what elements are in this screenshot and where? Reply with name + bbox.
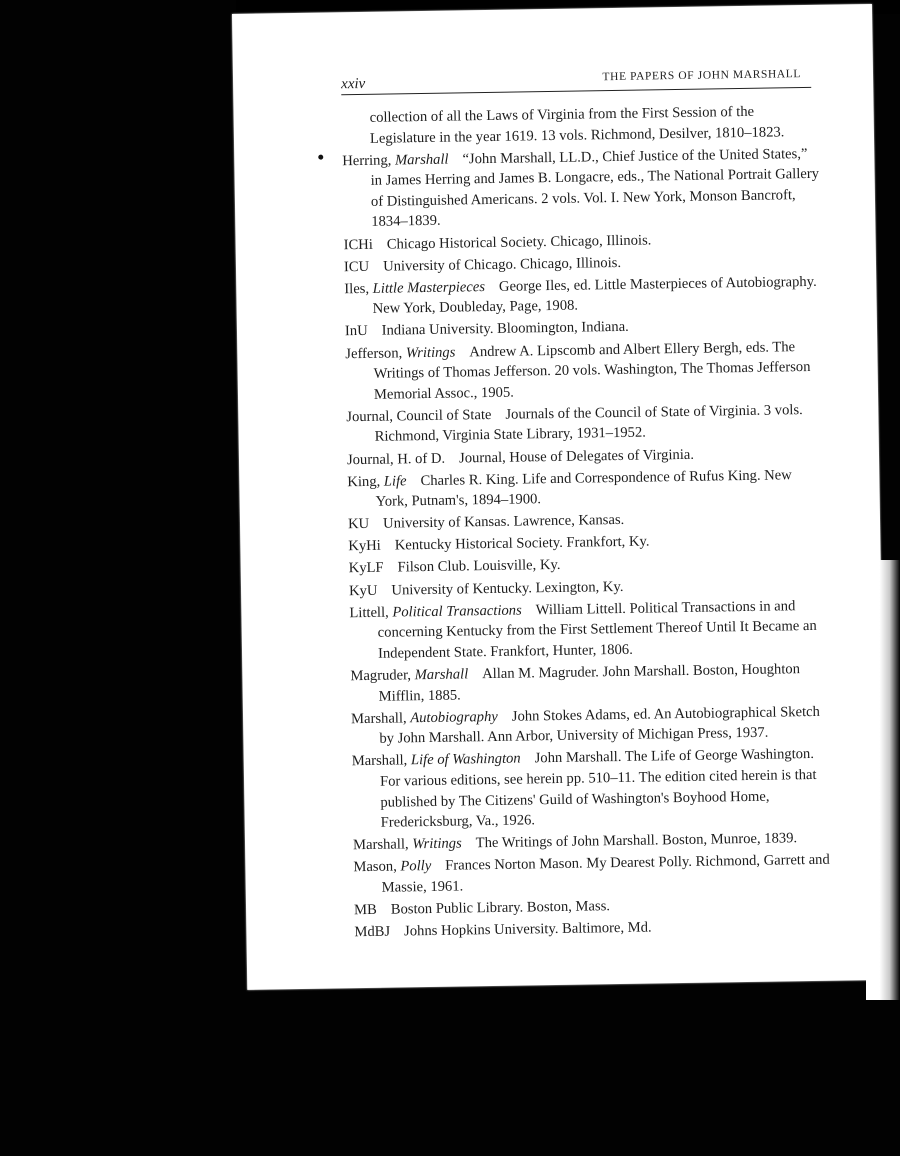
entry-text: Boston Public Library. Boston, Mass. <box>390 898 611 918</box>
entry-text: Indiana University. Bloomington, Indiana. <box>381 319 629 340</box>
entry-key: Littell, Political Transactions <box>349 602 522 621</box>
entry-key: ICHi <box>343 236 373 253</box>
list-item <box>347 464 826 513</box>
entry-key: Marshall, Writings <box>352 835 462 854</box>
entry-text: Johns Hopkins University. Baltimore, Md. <box>403 919 652 940</box>
entry-key: InU <box>344 323 368 340</box>
list-item <box>353 850 832 899</box>
bibliography-list <box>341 101 832 945</box>
entry-text: Chicago Historical Society. Chicago, Illinois. <box>386 232 652 253</box>
entry-key: ICU <box>343 258 370 275</box>
list-item <box>344 272 823 321</box>
running-head: THE PAPERS OF JOHN MARSHALL <box>602 68 802 84</box>
list-item <box>350 659 829 708</box>
page-number: xxiv <box>340 75 366 93</box>
page-header <box>341 67 811 95</box>
entry-key: MB <box>353 901 377 919</box>
entry-key: Marshall, Life of Washington <box>351 750 521 770</box>
entry-key: Journal, Council of State <box>346 406 492 426</box>
margin-mark <box>318 155 323 160</box>
entry-text: Allan M. Magruder. John Marshall. Boston, Houghton Mifflin, 1885. <box>378 661 801 705</box>
entry-key: Marshall, Autobiography <box>350 708 498 727</box>
entry-text: George Iles, ed. Little Masterpieces of Autobiography. New York, Doubleday, Page, 1908. <box>372 273 817 318</box>
entry-key: MdBJ <box>354 923 391 941</box>
book-page <box>232 4 887 990</box>
entry-key: Jefferson, Writings <box>345 344 456 362</box>
list-item <box>345 336 824 405</box>
entry-key: Magruder, Marshall <box>350 666 469 685</box>
list-item <box>349 595 828 664</box>
entry-text: Journal, House of Delegates of Virginia. <box>458 446 695 466</box>
entry-key: KyU <box>348 582 378 599</box>
entry-text: University of Kentucky. Lexington, Ky. <box>391 578 624 599</box>
entry-text: collection of all the Laws of Virginia from the First Session of the Legislature in the year 1619. 13 vols. Richmond, Desilver, 1810–1823. <box>369 103 785 147</box>
entry-text: Journals of the Council of State of Virginia. 3 vols. Richmond, Virginia State Library, 1931–1952. <box>374 401 803 446</box>
entry-key: King, Life <box>347 472 407 490</box>
list-item <box>352 744 831 834</box>
entry-text: The Writings of John Marshall. Boston, Munroe, 1839. <box>475 830 798 852</box>
entry-key: Journal, H. of D. <box>346 450 446 468</box>
entry-key: KyLF <box>348 560 384 577</box>
entry-key: KU <box>347 516 370 533</box>
entry-text: Frances Norton Mason. My Dearest Polly. Richmond, Garrett and Massie, 1961. <box>381 851 830 896</box>
list-item <box>346 400 825 449</box>
entry-text: University of Kansas. Lawrence, Kansas. <box>382 512 625 532</box>
entry-text: John Marshall. The Life of George Washington. For various editions, see herein pp. 510–11. The edition cited herein is that published by The Citizens' Guild of Washington's Boyhood Home, Fredericksburg, Va., 1926. <box>379 746 817 831</box>
entry-text: Charles R. King. Life and Correspondence of Rufus King. New York, Putnam's, 1894–1900. <box>375 466 792 510</box>
page-edge-shadow <box>866 560 900 1000</box>
entry-key: Iles, Little Masterpieces <box>344 278 486 298</box>
entry-text: Filson Club. Louisville, Ky. <box>397 557 561 576</box>
list-item <box>351 701 830 750</box>
entry-text: John Stokes Adams, ed. An Autobiographical Sketch by John Marshall. Ann Arbor, University of Michigan Press, 1937. <box>379 703 820 747</box>
entry-text: Andrew A. Lipscomb and Albert Ellery Bergh, eds. The Writings of Thomas Jefferson. 20 vols. Washington, The Thomas Jefferson Memorial Assoc., 1905. <box>373 338 811 403</box>
entry-text: William Littell. Political Transactions in and concerning Kentucky from the First Settlement Thereof Until It Became an Independent State. Frankfort, Hunter, 1806. <box>377 597 817 662</box>
entry-text: University of Chicago. Chicago, Illinois. <box>382 254 622 275</box>
entry-key: Herring, Marshall <box>342 151 449 169</box>
entry-key: Mason, Polly <box>353 858 432 876</box>
list-item <box>342 143 821 233</box>
entry-text: “John Marshall, LL.D., Chief Justice of the United States,” in James Herring and James B. Longacre, eds., The National Portrait Gallery of Distinguished Americans. 2 vols. Vol. I. New York, Monson Bancroft, 1834–1839. <box>370 145 820 231</box>
entry-key: KyHi <box>348 538 381 555</box>
list-item <box>341 101 820 150</box>
entry-text: Kentucky Historical Society. Frankfort, Ky. <box>394 533 650 554</box>
